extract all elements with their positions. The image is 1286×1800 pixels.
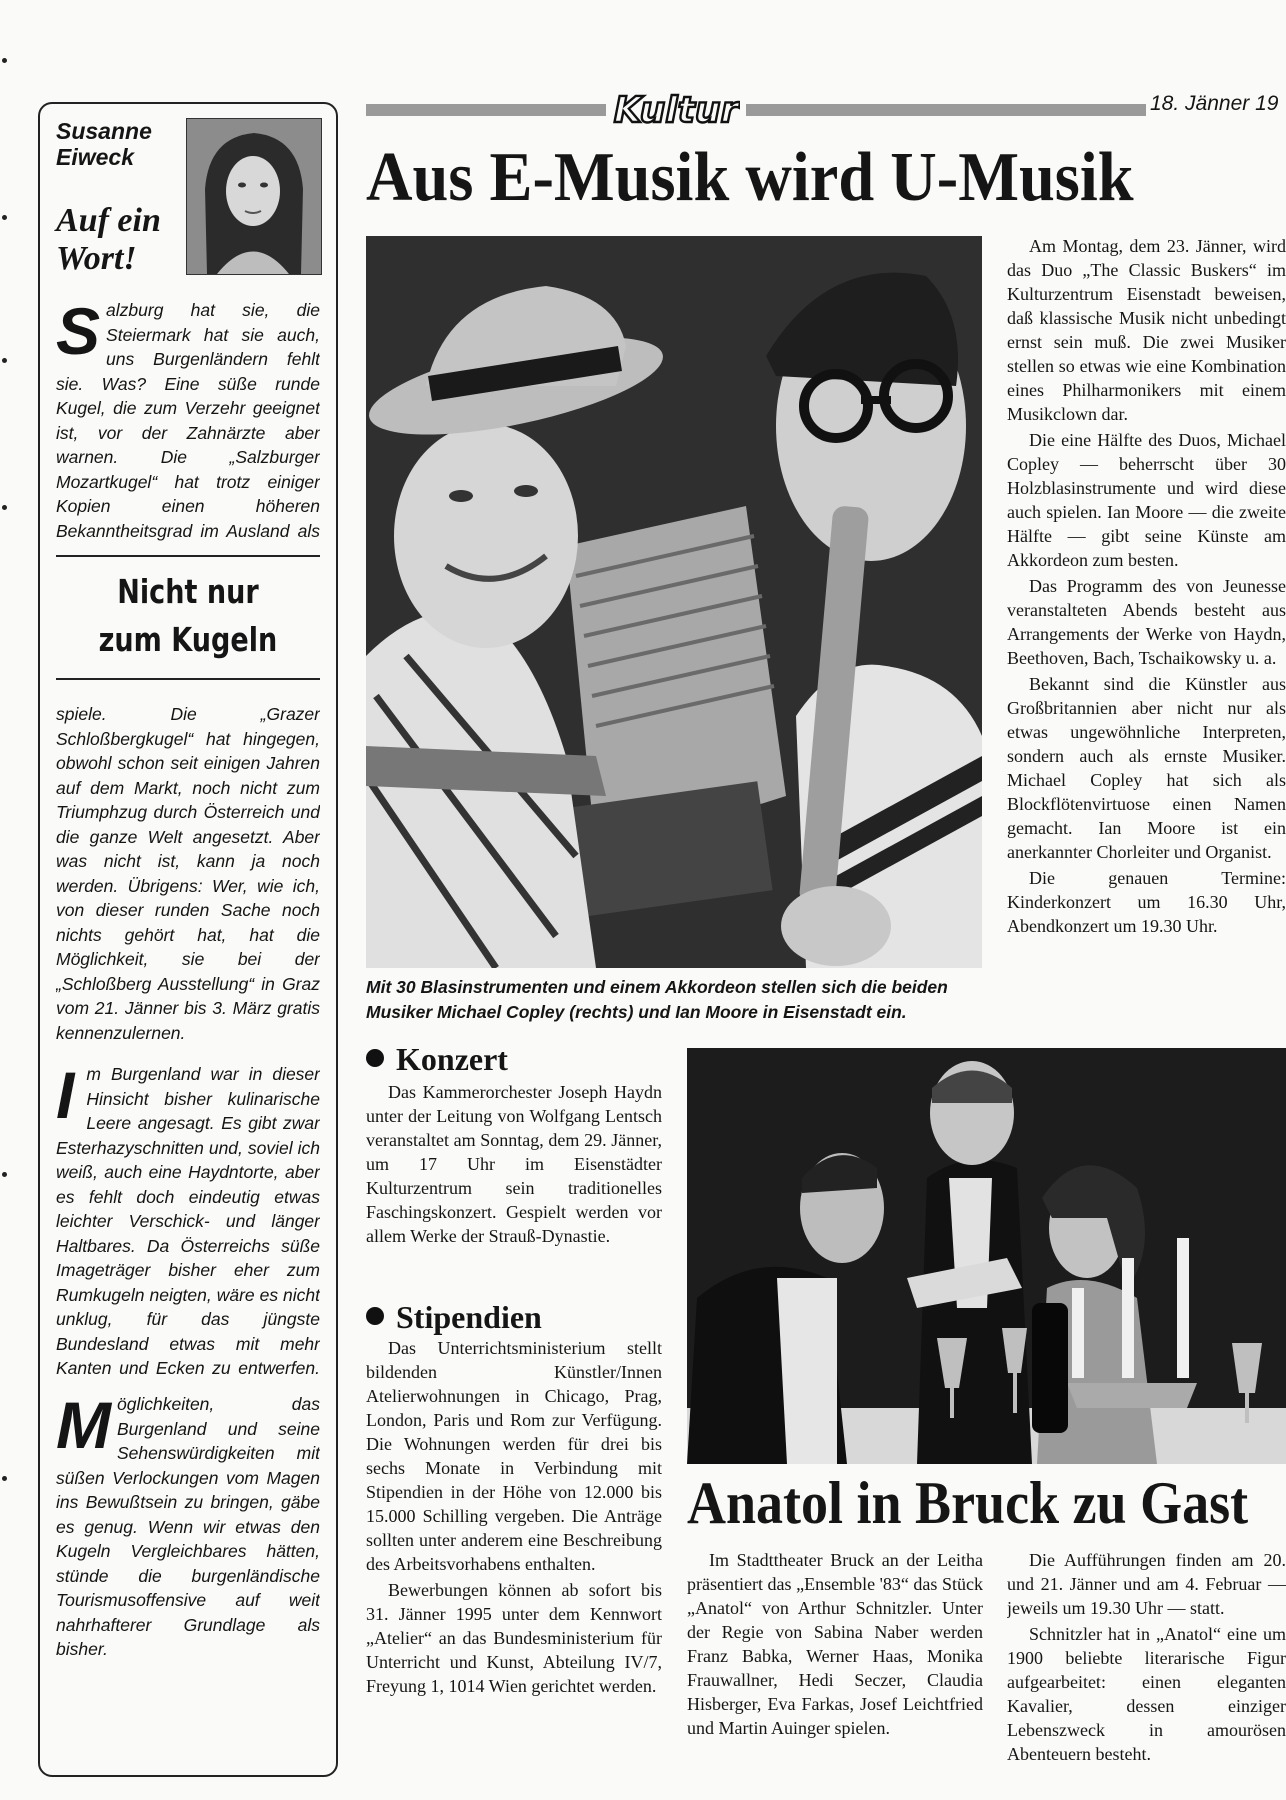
column-author: Susanne Eiweck (56, 118, 152, 170)
issue-date: 18. Jänner 19 (1150, 92, 1279, 115)
photo-caption: Mit 30 Blasinstrumenten und einem Akkordeon stellen sich die beiden Musiker Michael Copley (rechts) und Ian Moore in Eisenstadt ein. (366, 977, 948, 1022)
konzert-title: Konzert (396, 1041, 508, 1077)
stipendien-body (366, 1336, 662, 1786)
column-paragraph-1-text: alzburg hat sie, die Steiermark hat sie auch, uns Burgenländern fehlt sie. Was? Eine süße runde Kugel, die zum Verzehr geeignet ist, vor der Zahnärzte aber warnen. Die „Salzburger Mozartkugel“ hat trotz einiger Kopien einen höheren Bekanntheitsgrad im Ausland als (56, 300, 320, 541)
divider-bottom (56, 678, 320, 680)
main-paragraph-1: Am Montag, dem 23. Jänner, wird das Duo „The Classic Buskers“ im Kulturzentrum Eisenstadt beweisen, daß klassische Musik nicht unbedingt ernst sein muß. Die zwei Musiker stellen so etwas wie eine Kombination eines Philharmonikers mit einem Musikclown dar. (1007, 236, 1286, 424)
scan-mark (2, 1172, 7, 1177)
sidebar-headline-line-1: Nicht nur (117, 572, 259, 611)
dropcap-m: M (56, 1392, 111, 1462)
anatol-paragraph-1: Im Stadttheater Bruck an der Leitha präsentiert das „Ensemble '83“ das Stück „Anatol“ von Arthur Schnitzler. Unter der Regie von Sabina Naber werden Franz Babka, Werner Haas, Monika Frauwallner, Hedi Seczer, Claudia Hisberger, Eva Farkas, Josef Leichtfried und Martin Auinger spielen. (687, 1550, 983, 1738)
scan-mark (2, 58, 7, 63)
anatol-paragraph-3: Schnitzler hat in „Anatol“ eine um 1900 beliebte literarische Figur aufgearbeitet: einen eleganten Kavalier, dessen einziger Lebenszweck in amourösen Abenteuern besteht. (1007, 1624, 1286, 1764)
anatol-headline-wrap (687, 1468, 1286, 1540)
column-paragraph-3 (56, 1062, 320, 1380)
konzert-heading (366, 1040, 508, 1078)
kultur-logo (612, 86, 740, 132)
stipendien-title: Stipendien (396, 1299, 542, 1335)
dropcap-i: I (56, 1062, 75, 1132)
main-headline-wrap (366, 138, 1286, 220)
anatol-column-1 (687, 1548, 983, 1788)
header-band-right (746, 104, 1146, 116)
kultur-logo-text: Kultur (613, 90, 739, 131)
scan-mark (2, 215, 7, 220)
anatol-headline: Anatol in Bruck zu Gast (687, 1470, 1249, 1536)
main-paragraph-5: Die genauen Termine: Kinderkonzert um 16.30 Uhr, Abendkonzert um 19.30 Uhr. (1007, 868, 1286, 936)
column-paragraph-4 (56, 1392, 320, 1764)
author-portrait (186, 118, 322, 275)
column-paragraph-1 (56, 298, 320, 546)
main-story-body (1007, 234, 1286, 1026)
buskers-photo (366, 236, 982, 968)
scan-mark (2, 1476, 7, 1481)
bullet-icon (366, 1307, 384, 1325)
stipendien-heading (366, 1298, 542, 1336)
anatol-column-2 (1007, 1548, 1286, 1788)
main-paragraph-3: Das Programm des von Jeunesse veranstalteten Abends besteht aus Arrangements der Werke von Haydn, Beethoven, Bach, Tschaikowsky u. a. (1007, 576, 1286, 668)
stipendien-paragraph-2: Bewerbungen können ab sofort bis 31. Jänner 1995 unter dem Kennwort „Atelier“ an das Bundesministerium für Unterricht und Kunst, Abteilung IV/7, Freyung 1, 1014 Wien gerichtet werden. (366, 1580, 662, 1696)
anatol-photo (687, 1048, 1286, 1464)
konzert-text: Das Kammerorchester Joseph Haydn unter der Leitung von Wolfgang Lentsch veranstaltet am Sonntag, dem 29. Jänner, um 17 Uhr im Eisenstädter Kulturzentrum sein traditionelles Faschingskonzert. Gespielt werden vor allem Werke der Strauß-Dynastie. (366, 1082, 662, 1246)
main-paragraph-4: Bekannt sind die Künstler aus Großbritannien aber nicht nur als etwas ungewöhnliche Interpreten, sondern auch als ernste Musiker. Michael Copley hat sich als Blockflötenvirtuose einen Namen gemacht. Ian Moore ist ein anerkannter Chorleiter und Organist. (1007, 674, 1286, 862)
anatol-paragraph-2: Die Aufführungen finden am 20. und 21. Jänner und am 4. Februar — jeweils um 19.30 Uhr — statt. (1007, 1550, 1286, 1618)
dropcap-s: S (56, 298, 101, 368)
main-headline: Aus E-Musik wird U-Musik (366, 139, 1134, 216)
scan-mark (2, 505, 7, 510)
column-paragraph-2: spiele. Die „Grazer Schloßbergkugel“ hat hingegen, obwohl schon seit einigen Jahren auf dem Markt, noch nicht zum Triumphzug durch Österreich und die ganze Welt angesetzt. Aber was nicht ist, kann ja noch werden. Übrigens: Wer, wie ich, von dieser runden Sache noch nichts gehört hat, hat die Möglichkeit, sie bei der „Schloßberg Ausstellung“ in Graz vom 21. Jänner bis 3. März gratis kennenzulernen. (56, 704, 320, 1043)
header-band-left (366, 104, 606, 116)
stipendien-paragraph-1: Das Unterrichtsministerium stellt bildenden Künstler/Innen Atelierwohnungen in Chicago, Prag, London, Paris und Rom zur Verfügung. Die Wohnungen werden für drei bis sechs Monate in Verbindung mit Stipendien in der Höhe von 12.000 bis 15.000 Schilling vergeben. Die Anträge sollten unter anderem eine Beschreibung des Arbeitsvorhabens enthalten. (366, 1338, 662, 1574)
scan-mark (2, 358, 7, 363)
divider-top (56, 555, 320, 557)
main-paragraph-2: Die eine Hälfte des Duos, Michael Copley — beherrscht über 30 Holzblasinstrumente und wird diese auch spielen. Ian Moore — die zweite Hälfte — gibt seine Künste am Akkordeon zum besten. (1007, 430, 1286, 570)
column-paragraph-4-text: öglichkeiten, das Burgenland und seine Sehenswürdigkeiten mit süßen Verlockungen vom Magen ins Bewußtsein zu bringen, gäbe es genug. Wenn wir etwas den Kugeln Vergleichbares hätten, stünde die burgenländische Tourismusoffensive auf weit nahrhafterer Grundlage als bisher. (56, 1394, 320, 1659)
column-title: Auf ein Wort! (56, 202, 161, 277)
konzert-body (366, 1080, 662, 1294)
column-paragraph-3-text: m Burgenland war in dieser Hinsicht bisher kulinarische Leere angesagt. Es gibt zwar Esterhazyschnitten und, soviel ich weiß, auch eine Haydntorte, aber es fehlt doch eindeutig etwas leichter Verschick- und länger Haltbares. Da Österreichs süße Imageträger bisher eher zum Rumkugeln neigten, wäre es nicht unklug, für das jüngste Bundesland etwas mit mehr Kanten und Ecken zu entwerfen. (56, 1064, 320, 1378)
bullet-icon (366, 1049, 384, 1067)
sidebar-headline-line-2: zum Kugeln (98, 620, 278, 659)
sidebar-headline (80, 568, 296, 664)
